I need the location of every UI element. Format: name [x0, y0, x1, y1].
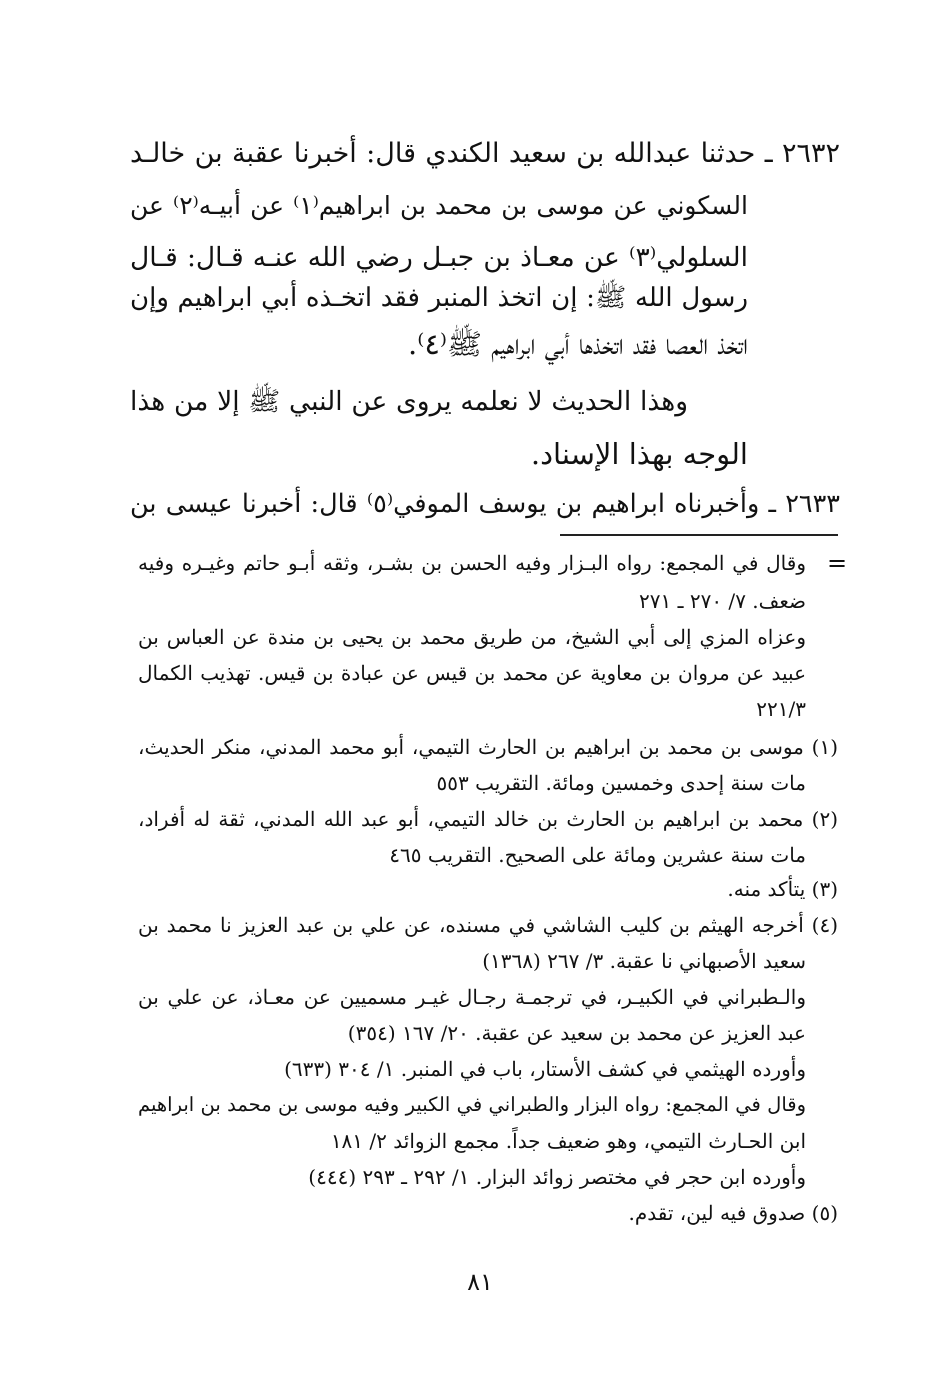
footnote-4-line-6: وقال في المجمع: رواه البزار والطبراني في الكبير وفيه موسى بن محمد بن ابراهيم [138, 1093, 806, 1116]
footnote-2-line-2: مات سنة عشرين ومائة على الصحيح. التقريب ٤٦٥ [389, 843, 806, 867]
footnote-continuation-line-4: عبيد عن مروان بن معاوية عن محمد بن قيس عن عبادة بن قيس. تهذيب الكمال [138, 661, 806, 685]
footnote-4-line-2: سعيد الأصبهاني نا عقبة. ٣/ ٢٦٧ (١٣٦٨) [482, 949, 806, 973]
footnote-2-line-1: (٢) محمد بن ابراهيم بن الحارث بن خالد التيمي، أبو عبد الله المدني، ثقة له أفراد، [138, 807, 838, 831]
footnote-continuation-line-5: ٢٢١/٣ [756, 697, 806, 721]
footnote-5-line-1: (٥) صدوق فيه لين، تقدم. [628, 1201, 838, 1225]
footnote-4-line-8: وأورده ابن حجر في مختصر زوائد البزار. ١/ ٢٩٢ ـ ٢٩٣ (٤٤٤) [308, 1165, 806, 1189]
hadith-2632-line-2: السكوني عن موسى بن محمد بن ابراهيم⁽١⁾ عن أبيـه⁽٢⁾ عن [130, 191, 748, 220]
commentary-line-2: الوجه بهذا الإسناد. [530, 437, 748, 471]
continuation-mark: = [826, 549, 848, 577]
footnote-4-line-1: (٤) أخرجه الهيثم بن كليب الشاشي في مسنده، عن علي بن عبد العزيز نا محمد بن [138, 913, 838, 937]
footnote-continuation-line-2: ضعف. ٧/ ٢٧٠ ـ ٢٧١ [639, 589, 806, 613]
hadith-2632-line-4: رسول الله ﷺ: إن اتخذ المنبر فقد اتخـذه أبي ابراهيم وإن [130, 283, 748, 313]
commentary-line-1: وهذا الحديث لا نعلمه يروى عن النبي ﷺ إلا من هذا [130, 386, 688, 417]
hadith-2632-line-3: السلولي⁽٣⁾ عن معـاذ بن جبـل رضي الله عنـه قـال: قـال [130, 242, 748, 273]
footnote-4-line-4: عبد العزيز عن محمد بن سعيد عن عقبة. ٢٠/ ١٦٧ (٣٥٤) [347, 1021, 806, 1045]
footnote-divider [560, 534, 838, 536]
hadith-2632-line-1: ٢٦٣٢ ـ حدثنا عبدالله بن سعيد الكندي قال: أخبرنا عقبة بن خالـد [130, 138, 840, 169]
footnote-1-line-1: (١) موسى بن محمد بن ابراهيم بن الحارث التيمي، أبو محمد المدني، منكر الحديث، [138, 735, 838, 759]
footnote-3-line-1: (٣) يتأكد منه. [727, 877, 838, 901]
hadith-2633-line-1: ٢٦٣٣ ـ وأخبرناه ابراهيم بن يوسف الموفي⁽٥⁾ قال: أخبرنا عيسى بن [130, 489, 840, 519]
footnote-4-line-5: وأورده الهيثمي في كشف الأستار، باب في المنبر. ١/ ٣٠٤ (٦٣٣) [284, 1057, 806, 1081]
footnote-4-line-3: والـطبراني في الكبيـر، في ترجمـة رجـال غيـر مسميين عن معـاذ، عن علي بن [138, 985, 806, 1009]
footnote-continuation-line-1: وقال في المجمع: رواه البـزار وفيه الحسن بن بشـر، وثقه أبـو حاتم وغيـره وفيه [138, 551, 806, 575]
footnote-continuation-line-3: وعزاه المزي إلى أبي الشيخ، من طريق محمد بن يحيى بن مندة عن العباس بن [138, 625, 806, 649]
page-number: ٨١ [467, 1268, 493, 1296]
hadith-2632-line-5: اتخذ العصا فقد اتخذها أبي ابراهيم ﷺ⁽٤⁾. [407, 327, 748, 361]
footnote-1-line-2: مات سنة إحدى وخمسين ومائة. التقريب ٥٥٣ [436, 771, 806, 795]
footnote-4-line-7: ابن الحـارث التيمي، وهو ضعيف جداً. مجمع الزوائد ٢/ ١٨١ [330, 1129, 806, 1153]
